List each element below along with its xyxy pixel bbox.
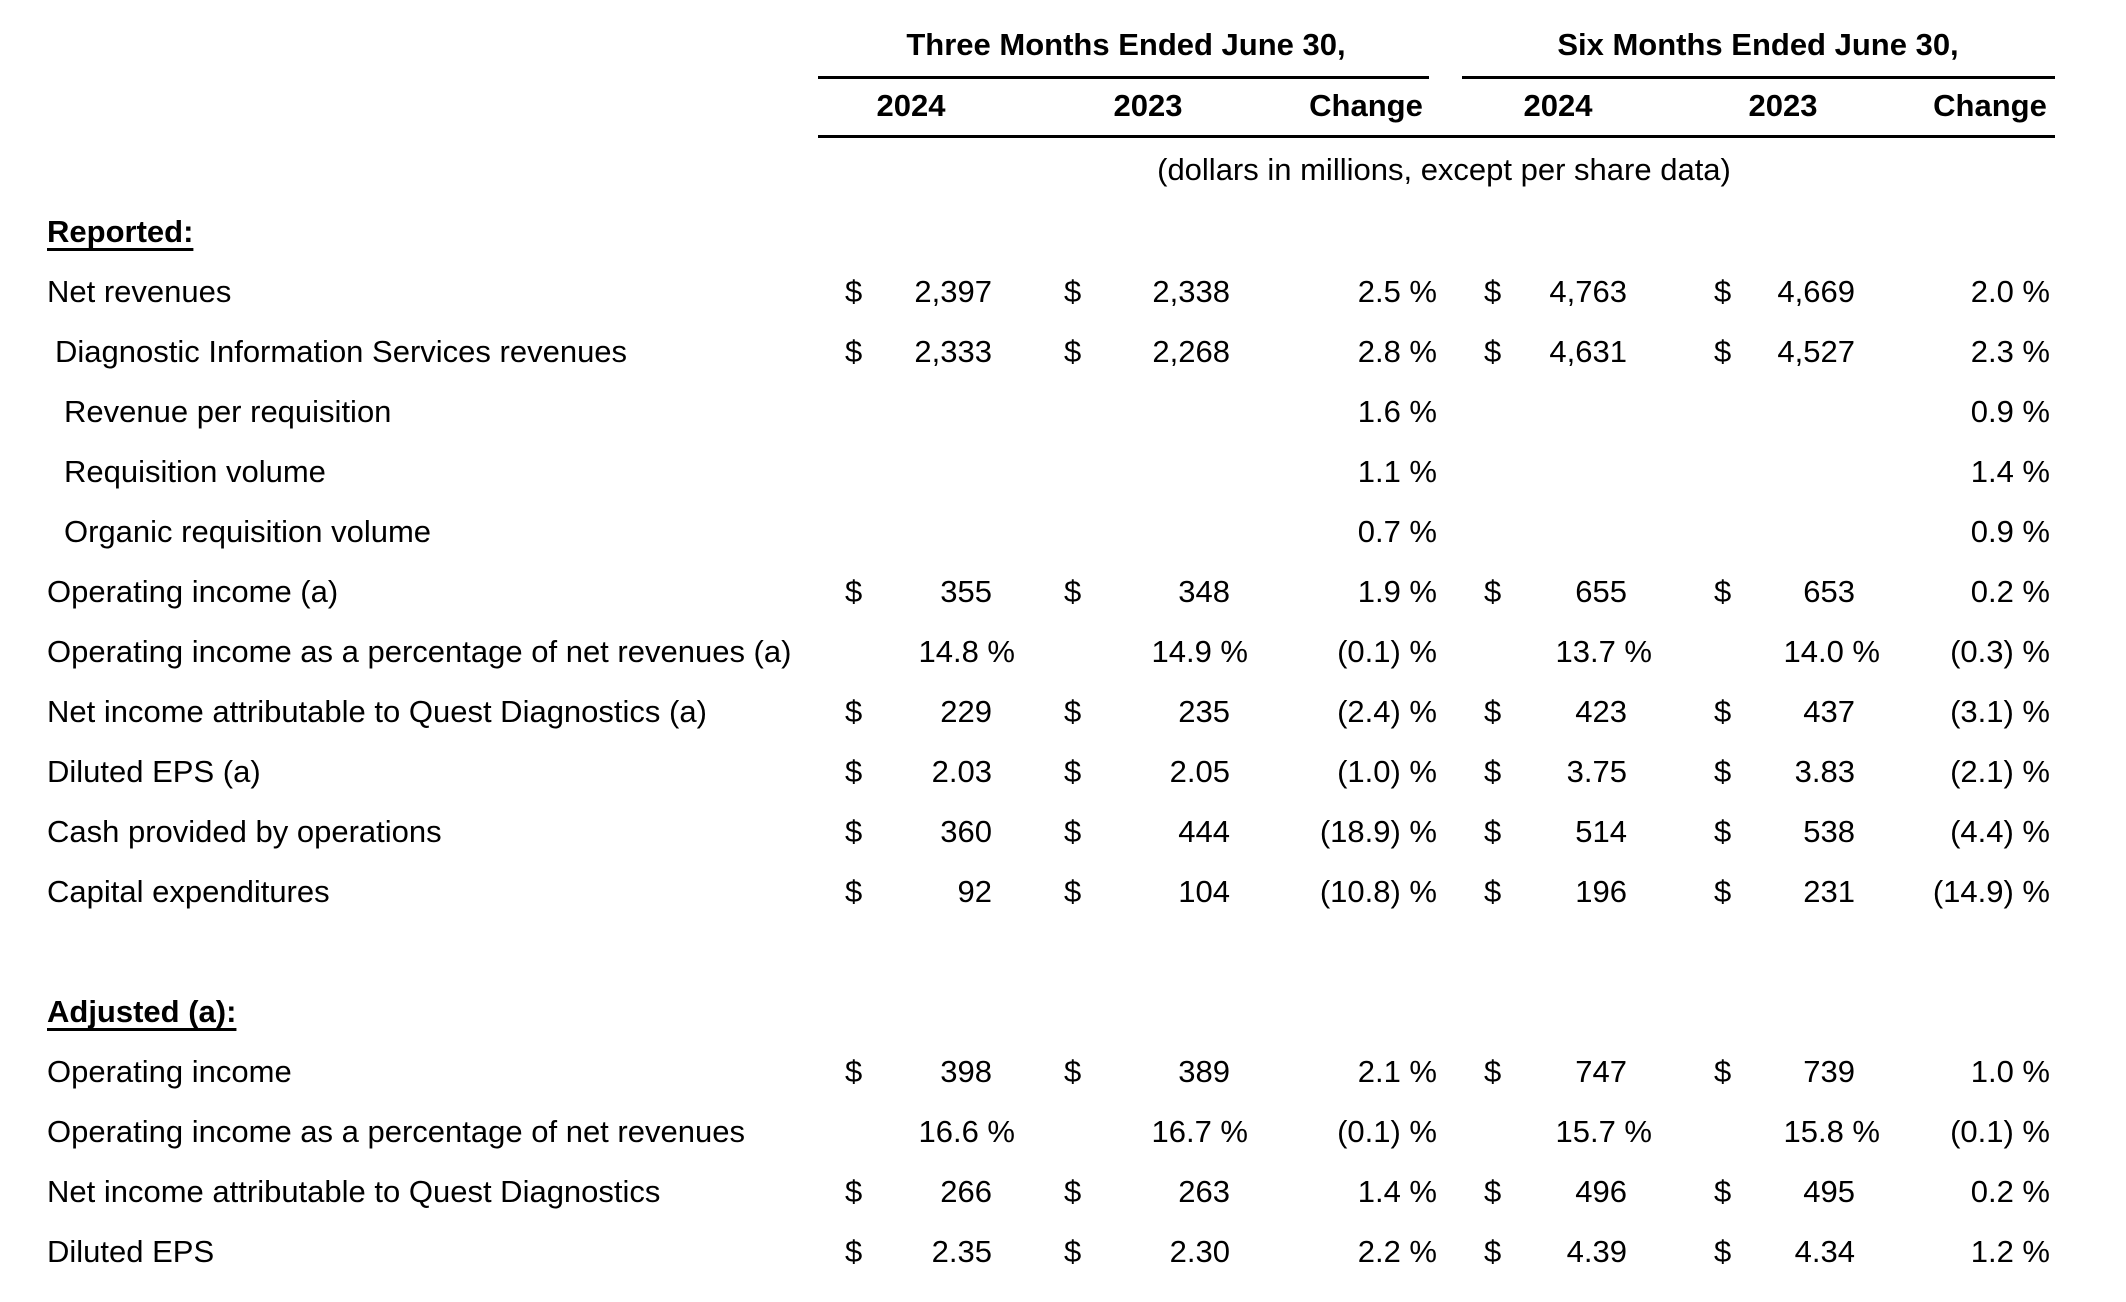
value-2024-six-months: 15.7 % <box>1555 1114 1652 1149</box>
change-three-months: (2.4) % <box>1337 694 1437 729</box>
three-months-group-header: Three Months Ended June 30, <box>906 27 1346 62</box>
currency-symbol-2023-six-months: $ <box>1714 334 1732 369</box>
value-2023-three-months: 444 <box>1178 814 1230 849</box>
change-six-months: 2.0 % <box>1970 274 2050 309</box>
value-2023-three-months: 2.30 <box>1169 1234 1230 1269</box>
value-2023-six-months: 4,669 <box>1777 274 1855 309</box>
row-label: Operating income as a percentage of net revenues <box>47 1114 745 1149</box>
header-rule-three-months <box>818 76 1429 79</box>
currency-symbol-2023-three-months: $ <box>1064 754 1082 789</box>
column-header-change-six-months: Change <box>1933 88 2047 123</box>
row-label: Operating income <box>47 1054 292 1089</box>
currency-symbol-2024-six-months: $ <box>1484 694 1502 729</box>
row-label: Requisition volume <box>64 454 326 489</box>
currency-symbol-2023-six-months: $ <box>1714 754 1732 789</box>
currency-symbol-2023-three-months: $ <box>1064 1234 1082 1269</box>
currency-symbol-2024-three-months: $ <box>845 694 863 729</box>
currency-symbol-2023-three-months: $ <box>1064 1174 1082 1209</box>
row-label: Net income attributable to Quest Diagnostics (a) <box>47 694 707 729</box>
value-2024-three-months: 2.35 <box>931 1234 992 1269</box>
table-section-heading-row <box>0 202 2126 262</box>
value-2023-six-months: 231 <box>1803 874 1855 909</box>
currency-symbol-2024-six-months: $ <box>1484 1174 1502 1209</box>
currency-symbol-2024-three-months: $ <box>845 274 863 309</box>
table-row <box>0 622 2126 682</box>
value-2023-three-months: 16.7 % <box>1151 1114 1248 1149</box>
units-note: (dollars in millions, except per share data) <box>1157 152 1731 187</box>
change-three-months: (1.0) % <box>1337 754 1437 789</box>
currency-symbol-2023-three-months: $ <box>1064 1054 1082 1089</box>
value-2023-six-months: 495 <box>1803 1174 1855 1209</box>
currency-symbol-2024-three-months: $ <box>845 814 863 849</box>
currency-symbol-2024-six-months: $ <box>1484 874 1502 909</box>
change-six-months: (4.4) % <box>1950 814 2050 849</box>
currency-symbol-2023-six-months: $ <box>1714 274 1732 309</box>
currency-symbol-2023-six-months: $ <box>1714 874 1732 909</box>
currency-symbol-2023-three-months: $ <box>1064 814 1082 849</box>
value-2024-three-months: 16.6 % <box>918 1114 1015 1149</box>
change-three-months: 1.9 % <box>1357 574 1437 609</box>
currency-symbol-2024-six-months: $ <box>1484 574 1502 609</box>
value-2024-six-months: 196 <box>1575 874 1627 909</box>
change-three-months: 2.1 % <box>1357 1054 1437 1089</box>
change-six-months: 0.2 % <box>1970 574 2050 609</box>
value-2024-six-months: 496 <box>1575 1174 1627 1209</box>
currency-symbol-2023-three-months: $ <box>1064 874 1082 909</box>
change-three-months: 2.8 % <box>1357 334 1437 369</box>
change-six-months: (0.3) % <box>1950 634 2050 669</box>
change-six-months: (3.1) % <box>1950 694 2050 729</box>
currency-symbol-2023-six-months: $ <box>1714 1054 1732 1089</box>
value-2024-three-months: 2,333 <box>914 334 992 369</box>
value-2023-six-months: 538 <box>1803 814 1855 849</box>
currency-symbol-2024-six-months: $ <box>1484 334 1502 369</box>
value-2024-six-months: 514 <box>1575 814 1627 849</box>
value-2023-six-months: 653 <box>1803 574 1855 609</box>
table-row <box>0 802 2126 862</box>
value-2023-six-months: 437 <box>1803 694 1855 729</box>
value-2024-three-months: 92 <box>957 874 992 909</box>
currency-symbol-2023-three-months: $ <box>1064 574 1082 609</box>
section-heading: Reported: <box>47 214 194 249</box>
row-label: Net revenues <box>47 274 232 309</box>
currency-symbol-2024-three-months: $ <box>845 1234 863 1269</box>
value-2023-three-months: 348 <box>1178 574 1230 609</box>
change-three-months: (10.8) % <box>1319 874 1437 909</box>
row-label: Diagnostic Information Services revenues <box>55 334 628 369</box>
change-three-months: 0.7 % <box>1357 514 1437 549</box>
currency-symbol-2024-three-months: $ <box>845 874 863 909</box>
column-header-2023-six-months: 2023 <box>1748 88 1818 123</box>
currency-symbol-2023-six-months: $ <box>1714 574 1732 609</box>
change-three-months: (0.1) % <box>1337 1114 1437 1149</box>
currency-symbol-2023-six-months: $ <box>1714 814 1732 849</box>
currency-symbol-2024-six-months: $ <box>1484 1054 1502 1089</box>
value-2024-six-months: 4,763 <box>1549 274 1627 309</box>
table-row <box>0 862 2126 922</box>
value-2024-six-months: 655 <box>1575 574 1627 609</box>
table-row <box>0 262 2126 322</box>
value-2023-six-months: 4.34 <box>1794 1234 1855 1269</box>
value-2024-six-months: 4,631 <box>1549 334 1627 369</box>
six-months-group-header: Six Months Ended June 30, <box>1557 27 1959 62</box>
currency-symbol-2024-six-months: $ <box>1484 274 1502 309</box>
currency-symbol-2023-three-months: $ <box>1064 694 1082 729</box>
row-label: Revenue per requisition <box>64 394 392 429</box>
value-2024-six-months: 747 <box>1575 1054 1627 1089</box>
row-label: Organic requisition volume <box>64 514 432 549</box>
table-row <box>0 502 2126 562</box>
value-2023-six-months: 3.83 <box>1794 754 1855 789</box>
currency-symbol-2024-six-months: $ <box>1484 754 1502 789</box>
change-six-months: 0.9 % <box>1970 514 2050 549</box>
table-row <box>0 562 2126 622</box>
table-section-heading-row <box>0 982 2126 1042</box>
column-header-2024-three-months: 2024 <box>876 88 946 123</box>
value-2024-six-months: 13.7 % <box>1555 634 1652 669</box>
change-six-months: (14.9) % <box>1932 874 2050 909</box>
table-row <box>0 1222 2126 1282</box>
change-six-months: (2.1) % <box>1950 754 2050 789</box>
change-six-months: 1.2 % <box>1970 1234 2050 1269</box>
table-row <box>0 442 2126 502</box>
row-label: Operating income as a percentage of net revenues (a) <box>47 634 792 669</box>
value-2023-three-months: 14.9 % <box>1151 634 1248 669</box>
currency-symbol-2023-three-months: $ <box>1064 274 1082 309</box>
table-body <box>0 202 2126 1282</box>
section-heading: Adjusted (a): <box>47 994 237 1029</box>
change-three-months: 2.5 % <box>1357 274 1437 309</box>
value-2023-three-months: 235 <box>1178 694 1230 729</box>
value-2024-three-months: 266 <box>940 1174 992 1209</box>
value-2023-three-months: 263 <box>1178 1174 1230 1209</box>
value-2024-six-months: 3.75 <box>1566 754 1627 789</box>
value-2024-three-months: 360 <box>940 814 992 849</box>
value-2024-six-months: 4.39 <box>1566 1234 1627 1269</box>
table-row <box>0 1162 2126 1222</box>
change-three-months: 1.4 % <box>1357 1174 1437 1209</box>
currency-symbol-2023-six-months: $ <box>1714 1174 1732 1209</box>
value-2023-three-months: 2.05 <box>1169 754 1230 789</box>
change-three-months: (18.9) % <box>1319 814 1437 849</box>
change-six-months: 1.4 % <box>1970 454 2050 489</box>
currency-symbol-2024-three-months: $ <box>845 574 863 609</box>
change-six-months: 0.9 % <box>1970 394 2050 429</box>
change-three-months: (0.1) % <box>1337 634 1437 669</box>
value-2024-three-months: 355 <box>940 574 992 609</box>
change-six-months: 0.2 % <box>1970 1174 2050 1209</box>
value-2023-six-months: 14.0 % <box>1783 634 1880 669</box>
currency-symbol-2024-six-months: $ <box>1484 814 1502 849</box>
value-2024-three-months: 14.8 % <box>918 634 1015 669</box>
currency-symbol-2024-three-months: $ <box>845 334 863 369</box>
value-2024-three-months: 398 <box>940 1054 992 1089</box>
table-row <box>0 322 2126 382</box>
row-label: Operating income (a) <box>47 574 339 609</box>
change-six-months: 1.0 % <box>1970 1054 2050 1089</box>
value-2023-six-months: 4,527 <box>1777 334 1855 369</box>
column-header-2024-six-months: 2024 <box>1523 88 1593 123</box>
currency-symbol-2023-three-months: $ <box>1064 334 1082 369</box>
change-three-months: 2.2 % <box>1357 1234 1437 1269</box>
value-2023-six-months: 739 <box>1803 1054 1855 1089</box>
change-six-months: (0.1) % <box>1950 1114 2050 1149</box>
row-label: Cash provided by operations <box>47 814 442 849</box>
change-six-months: 2.3 % <box>1970 334 2050 369</box>
currency-symbol-2024-three-months: $ <box>845 1054 863 1089</box>
value-2023-three-months: 2,268 <box>1152 334 1230 369</box>
column-header-change-three-months: Change <box>1309 88 1423 123</box>
value-2023-three-months: 389 <box>1178 1054 1230 1089</box>
table-row <box>0 1042 2126 1102</box>
table-row <box>0 382 2126 442</box>
value-2024-three-months: 229 <box>940 694 992 729</box>
row-label: Diluted EPS (a) <box>47 754 261 789</box>
value-2023-six-months: 15.8 % <box>1783 1114 1880 1149</box>
currency-symbol-2024-six-months: $ <box>1484 1234 1502 1269</box>
currency-symbol-2024-three-months: $ <box>845 754 863 789</box>
value-2023-three-months: 2,338 <box>1152 274 1230 309</box>
column-header-rule <box>818 135 2055 138</box>
value-2024-three-months: 2.03 <box>931 754 992 789</box>
currency-symbol-2023-six-months: $ <box>1714 694 1732 729</box>
currency-symbol-2023-six-months: $ <box>1714 1234 1732 1269</box>
table-row <box>0 1102 2126 1162</box>
header-rule-six-months <box>1462 76 2055 79</box>
row-label: Capital expenditures <box>47 874 330 909</box>
value-2024-three-months: 2,397 <box>914 274 992 309</box>
change-three-months: 1.1 % <box>1357 454 1437 489</box>
value-2024-six-months: 423 <box>1575 694 1627 729</box>
row-label: Net income attributable to Quest Diagnostics <box>47 1174 661 1209</box>
table-row <box>0 682 2126 742</box>
currency-symbol-2024-three-months: $ <box>845 1174 863 1209</box>
change-three-months: 1.6 % <box>1357 394 1437 429</box>
section-spacer <box>0 922 2126 982</box>
row-label: Diluted EPS <box>47 1234 215 1269</box>
column-header-2023-three-months: 2023 <box>1113 88 1183 123</box>
table-row <box>0 742 2126 802</box>
value-2023-three-months: 104 <box>1178 874 1230 909</box>
